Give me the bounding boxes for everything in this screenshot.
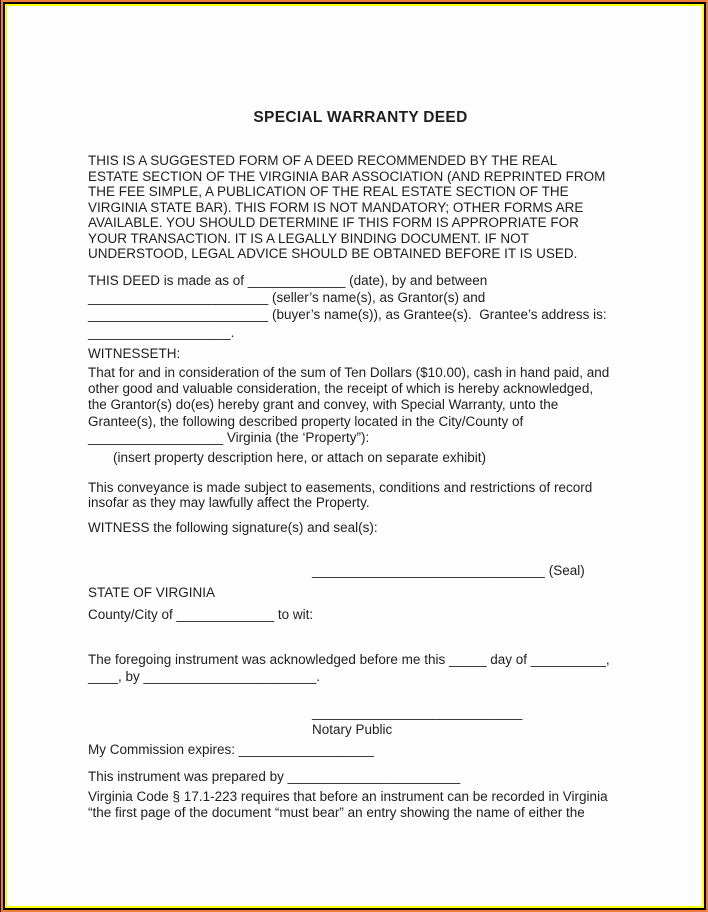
recording-statute-note <box>88 789 633 821</box>
consideration-line: the Grantor(s) do(es) hereby grant and convey, with Special Warranty, unto the <box>88 397 559 413</box>
document-title: SPECIAL WARRANTY DEED <box>253 109 468 126</box>
signature-blank-line: _______________________________ <box>312 562 545 578</box>
state-heading: STATE OF VIRGINIA <box>88 585 216 601</box>
consideration-line: Grantee(s), the following described property located in the City/County of <box>88 413 524 429</box>
notice-line: ESTATE SECTION OF THE VIRGINIA BAR ASSOCIATION (AND REPRINTED FROM <box>88 168 606 184</box>
deed-intro-line: ___________________. <box>88 324 235 340</box>
witness-statement: WITNESS the following signature(s) and seal(s): <box>88 520 378 536</box>
notice-line: UNDERSTOOD, LEGAL ADVICE SHOULD BE OBTAINED BEFORE IT IS USED. <box>88 246 578 261</box>
deed-intro-line: ________________________ (buyer’s name(s)), as Grantee(s). Grantee’s address is: <box>88 307 607 323</box>
acknowledgment-clause <box>88 652 633 685</box>
grantor-signature-row <box>312 563 633 579</box>
notice-line: THE FEE SIMPLE, A PUBLICATION OF THE REAL ESTATE SECTION OF THE <box>88 184 569 199</box>
consideration-line: other good and valuable consideration, the receipt of which is hereby acknowledged, <box>88 380 594 396</box>
deed-intro <box>88 272 633 342</box>
deed-intro-line: ________________________ (seller’s name(s), as Grantor(s) and <box>88 289 486 305</box>
notary-signature-block <box>312 704 633 738</box>
county-city-line: County/City of _____________ to wit: <box>88 606 314 622</box>
property-description-placeholder: (insert property description here, or attach on separate exhibit) <box>113 450 486 466</box>
conveyance-line: insofar as they may lawfully affect the Property. <box>88 495 370 511</box>
seal-label: (Seal) <box>548 562 585 578</box>
conveyance-clause <box>88 480 633 512</box>
black-border <box>3 2 706 910</box>
commission-expiry-line: My Commission expires: __________________ <box>88 742 374 758</box>
notice-line: VIRGINIA STATE BAR). THIS FORM IS NOT MANDATORY; OTHER FORMS ARE <box>88 199 584 215</box>
acknowledgment-line: The foregoing instrument was acknowledged before me this _____ day of __________, <box>88 652 610 668</box>
conveyance-line: This conveyance is made subject to easements, conditions and restrictions of record <box>88 479 593 495</box>
consideration-line: That for and in consideration of the sum of Ten Dollars ($10.00), cash in hand paid, and <box>88 364 610 380</box>
consideration-line: __________________ Virginia (the ‘Property”): <box>88 429 370 445</box>
notice-line: AVAILABLE. YOU SHOULD DETERMINE IF THIS FORM IS APPROPRIATE FOR <box>88 215 579 230</box>
yellow-border <box>5 4 704 908</box>
consideration-clause <box>88 365 633 446</box>
scanned-page <box>7 6 702 906</box>
notary-signature-line: ____________________________ <box>312 705 523 721</box>
advisory-notice <box>88 153 633 262</box>
notice-line: THIS IS A SUGGESTED FORM OF A DEED RECOMMENDED BY THE REAL <box>88 153 558 168</box>
notice-line: YOUR TRANSACTION. IT IS A LEGALLY BINDING DOCUMENT. IF NOT <box>88 230 529 246</box>
page-content <box>88 103 633 821</box>
deed-intro-line: THIS DEED is made as of _____________ (date), by and between <box>88 272 488 288</box>
statute-line: Virginia Code § 17.1-223 requires that before an instrument can be recorded in Virginia <box>88 789 608 805</box>
acknowledgment-line: ____, by _______________________. <box>88 668 320 684</box>
witnesseth-heading: WITNESSETH: <box>88 346 181 362</box>
prepared-by-line: This instrument was prepared by _______________________ <box>88 768 461 784</box>
statute-line: “the first page of the document “must bear” an entry showing the name of either the <box>88 805 585 820</box>
notary-public-label: Notary Public <box>312 722 393 738</box>
